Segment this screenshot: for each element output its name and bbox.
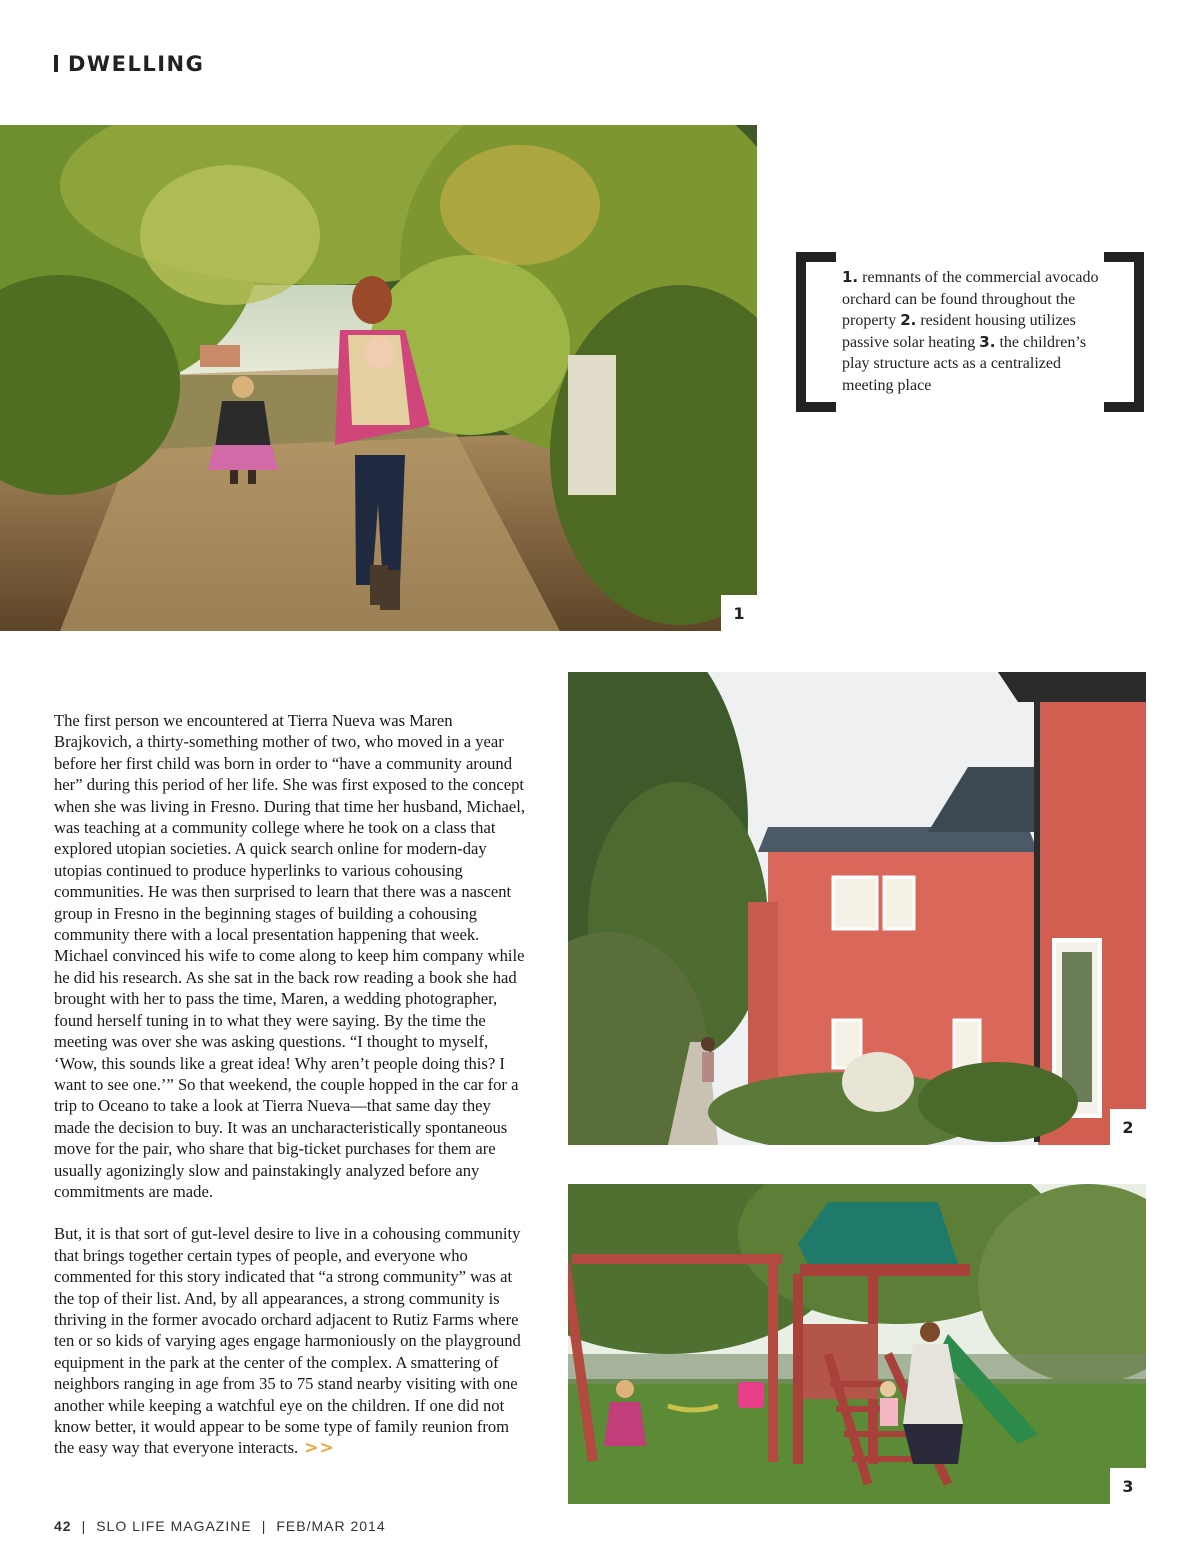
photo-orchard: [0, 125, 757, 631]
article-paragraph-1: The first person we encountered at Tierra Nueva was Maren Brajkovich, a thirty-something mother of two, who moved in a year before her first child was born in order to “have a community around her” during this period of her life. She was first exposed to the concept when she was living in Fresno. During that time her husband, Michael, was teaching at a community college where he took on a class that explored utopian societies. A quick search online for modern-day utopias continued to produce hyperlinks to various cohousing communities. He was then surprised to learn that there was a nascent group in Fresno in the beginning stages of building a cohousing community there with a local presentation happening that week. Michael convinced his wife to come along to keep him company while he did his research. As she sat in the back row reading a book she had brought with her to pass the time, Maren, a wedding photographer, found herself tuning in to what they were saying. By the time the meeting was over she was asking questions. “I thought to myself, ‘Wow, this sounds like a great idea! Why aren’t people doing this? I want to see one.’” So that weekend, the couple hopped in the car for a trip to Oceano to take a look at Tierra Nueva—that same day they made the decision to buy. It was an uncharacteristically spontaneous move for the pair, who share that big-ticket purchases for them are usually agonizingly slow and painstakingly analyzed before any commitments are made.: [54, 711, 525, 1201]
continue-arrows: >>: [304, 1438, 335, 1459]
caption-number-2: 2.: [900, 311, 917, 329]
section-header: [54, 52, 204, 76]
article-paragraph-2: [54, 1223, 530, 1459]
photo-caption: [796, 252, 1144, 414]
page-footer: [54, 1518, 386, 1534]
orchard-illustration: [0, 125, 757, 631]
section-bar: [54, 55, 58, 72]
photo-number: 3: [1110, 1468, 1146, 1504]
left-bracket: [796, 252, 836, 412]
caption-text-1: remnants of the commercial avocado orchard can be found throughout the property: [842, 269, 1099, 329]
issue-date: FEB/MAR 2014: [276, 1518, 386, 1534]
house-illustration: [568, 672, 1146, 1145]
caption-number-1: 1.: [842, 268, 859, 286]
page-number: 42: [54, 1518, 72, 1534]
playground-illustration: [568, 1184, 1146, 1504]
photo-number: 2: [1110, 1109, 1146, 1145]
caption-number-3: 3.: [979, 332, 996, 351]
magazine-name: SLO LIFE MAGAZINE: [96, 1518, 252, 1534]
article-paragraph-2-text: But, it is that sort of gut-level desire to live in a cohousing community that brings together certain types of people, and everyone who commented for this story indicated that “a strong community” was at the top of their list. And, by all appearances, a strong community is thriving in the former avocado orchard adjacent to Rutiz Farms where ten or so kids of varying ages engage harmoniously on the playground equipment in the park at the center of the complex. A smattering of neighbors ranging in age from 35 to 75 stand nearby visiting with one another while keeping a watchful eye on the children. If one did not know better, it would appear to be some type of family reunion from the easy way that everyone interacts.: [54, 1224, 521, 1458]
photo-house: [568, 672, 1146, 1145]
article-body: [54, 710, 530, 1481]
caption-text-2: resident housing utilizes passive solar heating: [842, 312, 1076, 351]
footer-separator: |: [81, 1518, 87, 1534]
photo-playground: [568, 1184, 1146, 1504]
photo-number: 1: [721, 595, 757, 631]
caption-text-3: the children’s play structure acts as a centralized meeting place: [842, 333, 1087, 394]
footer-separator: |: [261, 1518, 267, 1534]
section-title: DWELLING: [68, 52, 205, 76]
caption-text: [842, 267, 1112, 396]
